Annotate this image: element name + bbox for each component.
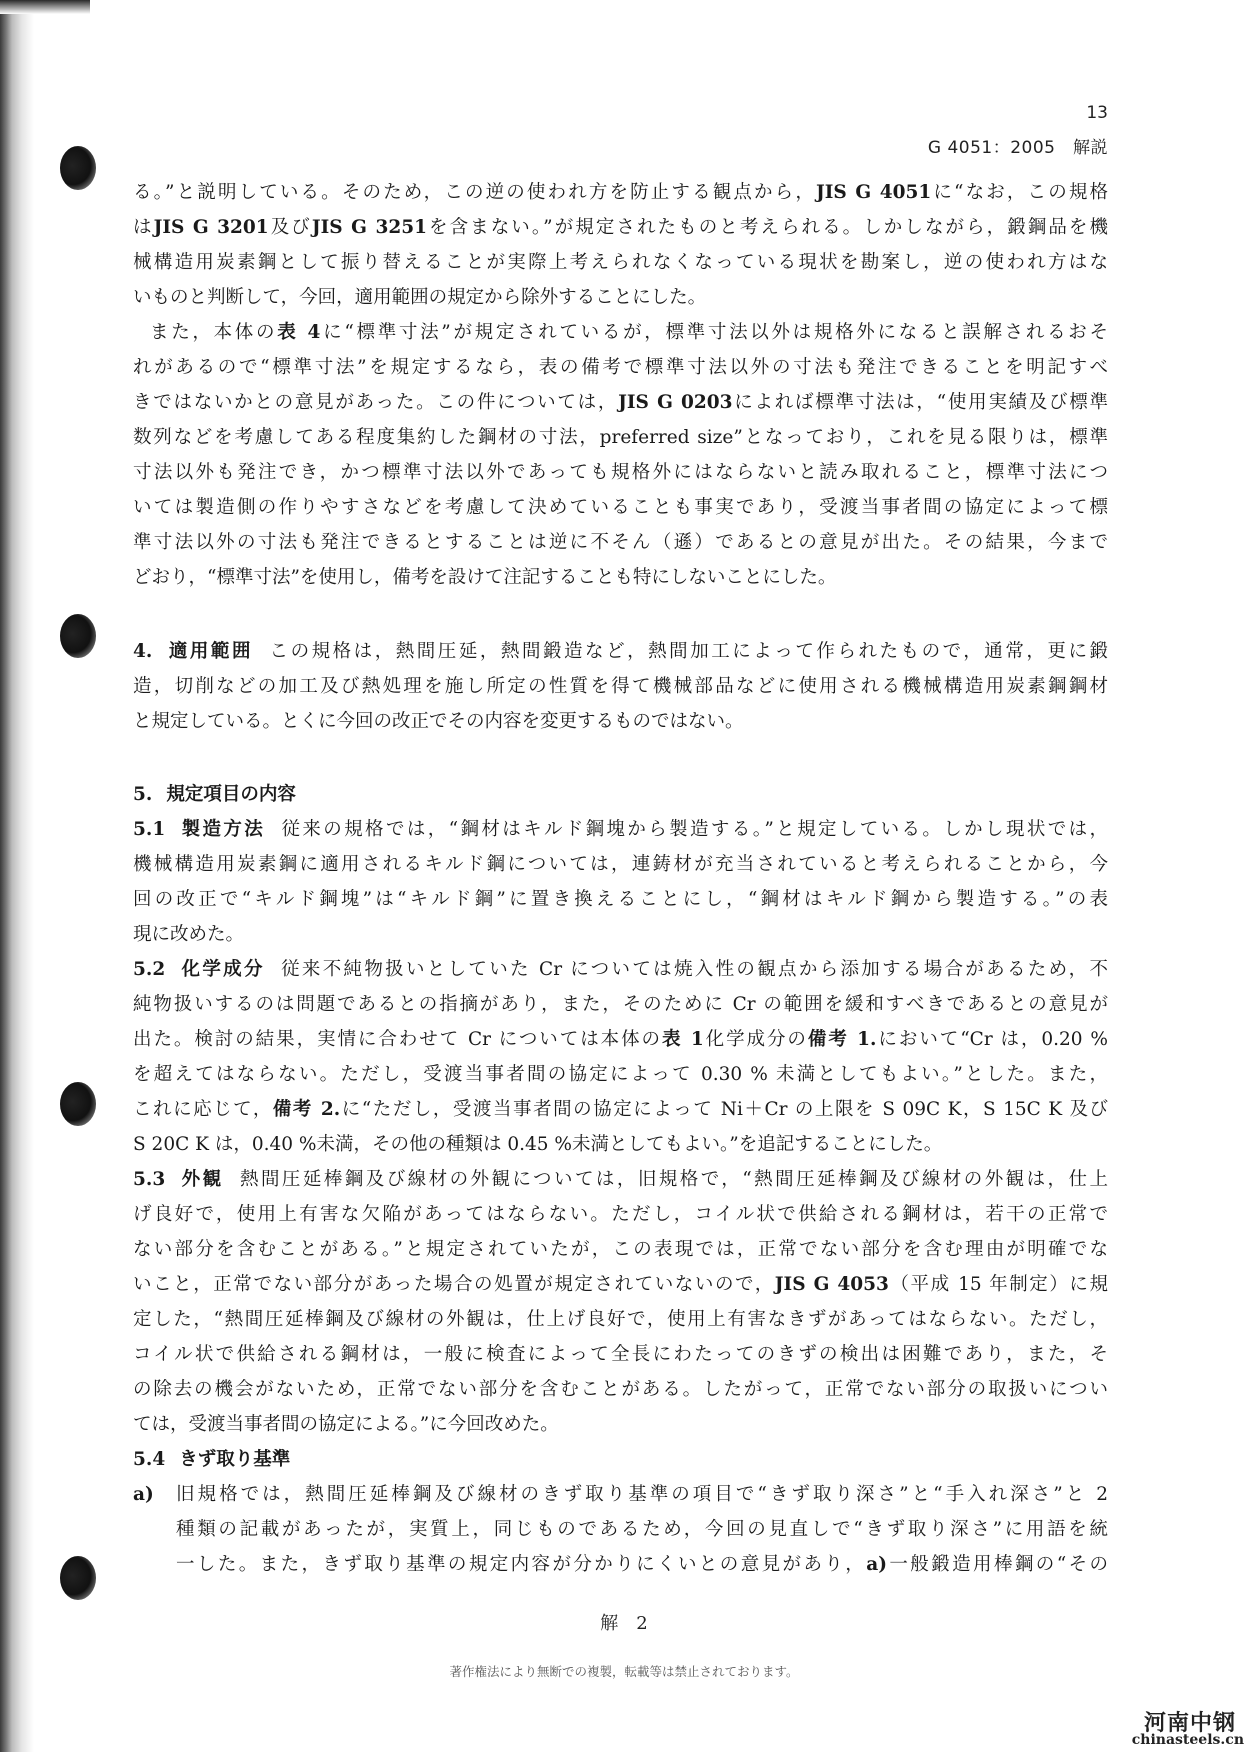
body-line: コイル状で供給される鋼材は，一般に検査によって全長にわたってのきずの検出は困難であり，また，そ xyxy=(133,1344,1108,1365)
footer-copyright: 著作権法により無断での複製，転載等は禁止されております。 xyxy=(449,1664,799,1679)
body-line: 回の改正で“キルド鋼塊”は“キルド鋼”に置き換えることにし，“鋼材はキルド鋼から製造する。”の表 xyxy=(133,889,1108,910)
body-line: げ良好で，使用上有害な欠陥があってはならない。ただし，コイル状で供給される鋼材は，若干の正常で xyxy=(133,1204,1108,1225)
item-ref: a) xyxy=(866,1554,887,1575)
subsection-title: 外観 xyxy=(179,1169,224,1190)
binding-edge-shadow xyxy=(0,0,34,1752)
body-line: 純物扱いするのは問題であるとの指摘があり，また，そのために Cr の範囲を緩和すべきであるとの意見が xyxy=(133,994,1108,1015)
subsection-number: 5.1 xyxy=(133,819,166,840)
list-item-line: 種類の記載があったが，実質上，同じものであるため，今回の見直しで“きず取り深さ”に用語を統 xyxy=(176,1519,1108,1540)
subsection-number: 5.4 xyxy=(133,1449,166,1470)
standard-ref: JIS G 3201 xyxy=(153,217,269,238)
list-item-line: 旧規格では，熱間圧延棒鋼及び線材のきず取り基準の項目で“きず取り深さ”と“手入れ深さ”と 2 xyxy=(176,1484,1108,1505)
body-line: きではないかとの意見があった。この件については，JIS G 0203によれば標準寸法は，“使用実績及び標準 xyxy=(133,392,1108,413)
punch-hole-4 xyxy=(60,1556,96,1600)
section-number: 4. xyxy=(133,641,153,662)
body-line: 数列などを考慮してある程度集約した鋼材の寸法，preferred size”となっており，これを見る限りは，標準 xyxy=(133,427,1108,448)
header-doc-code: G 4051：2005 解説 xyxy=(927,138,1108,158)
section-number: 5. xyxy=(133,784,153,805)
body-line: はJIS G 3201及びJIS G 3251を含まない。”が規定されたものと考えられる。しかしながら，鍛鋼品を機 xyxy=(133,217,1108,238)
body-line: の除去の機会がないため，正常でない部分を含むことがある。したがって，正常でない部分の取扱いについ xyxy=(133,1379,1108,1400)
subsection-number: 5.3 xyxy=(133,1169,166,1190)
body-line: 機械構造用炭素鋼に適用されるキルド鋼については，連鋳材が充当されていると考えられることから，今 xyxy=(133,854,1108,875)
body-line: いこと，正常でない部分があった場合の処置が規定されていないので，JIS G 4053（平成 15 年制定）に規 xyxy=(133,1274,1108,1295)
body-line: る。”と説明している。そのため，この逆の使われ方を防止する観点から，JIS G 4051に“なお，この規格 xyxy=(133,182,1108,203)
section-4-line: 4. 適用範囲 この規格は，熱間圧延，熱間鍛造など，熱間加工によって作られたもので，通常，更に鍛 xyxy=(133,641,1108,662)
body-line: 出た。検討の結果，実情に合わせて Cr については本体の表 1化学成分の備考 1.において“Cr は，0.20 % xyxy=(133,1029,1108,1050)
standard-ref: JIS G 0203 xyxy=(618,392,733,413)
body-line: 造，切削などの加工及び熱処理を施し所定の性質を得て機械部品などに使用される機械構造用炭素鋼鋼材 xyxy=(133,676,1108,697)
note-ref: 備考 1. xyxy=(807,1029,877,1050)
subsection-5-2-line: 5.2 化学成分 従来不純物扱いとしていた Cr については焼入性の観点から添加する場合があるため，不 xyxy=(133,959,1108,980)
note-ref: 備考 2. xyxy=(272,1099,341,1120)
body-line: いものと判断して，今回，適用範囲の規定から除外することにした。 xyxy=(133,287,707,308)
body-line: また，本体の表 4に“標準寸法”が規定されているが，標準寸法以外は規格外になると誤解されるおそ xyxy=(150,322,1108,343)
section-5-heading xyxy=(133,779,1108,811)
subsection-number: 5.2 xyxy=(133,959,166,980)
body-line: いては製造側の作りやすさなどを考慮して決めていることも事実であり，受渡当事者間の協定によって標 xyxy=(133,497,1108,518)
punch-hole-2 xyxy=(60,614,96,658)
standard-ref: JIS G 3251 xyxy=(311,217,427,238)
table-ref: 表 4 xyxy=(277,322,321,343)
body-line: れがあるので“標準寸法”を規定するなら，表の備考で標準寸法以外の寸法も発注できることを明記すべ xyxy=(133,357,1108,378)
punch-hole-1 xyxy=(60,146,96,190)
body-line: を超えてはならない。ただし，受渡当事者間の協定によって 0.30 % 未満としてもよい。”とした。また， xyxy=(133,1064,1108,1085)
subsection-title: 製造方法 xyxy=(179,819,266,840)
body-line: ては，受渡当事者間の協定による。”に今回改めた。 xyxy=(133,1414,559,1435)
watermark-logo-text: 河南中钢 xyxy=(1143,1711,1236,1736)
body-line: ない部分を含むことがある。”と規定されていたが，この表現では，正常でない部分を含む理由が明確でな xyxy=(133,1239,1108,1260)
subsection-title: きず取り基準 xyxy=(179,1449,291,1470)
standard-ref: JIS G 4051 xyxy=(815,182,932,203)
header-page-number: 13 xyxy=(1086,103,1108,123)
body-line: S 20C K は，0.40 %未満，その他の種類は 0.45 %未満としてもよい。”を追記することにした。 xyxy=(133,1134,943,1155)
body-line: これに応じて，備考 2.に“ただし，受渡当事者間の協定によって Ni＋Cr の上限を S 09C K，S 15C K 及び xyxy=(133,1099,1108,1120)
body-line: と規定している。とくに今回の改正でその内容を変更するものではない。 xyxy=(133,711,744,732)
punch-hole-3 xyxy=(60,1082,96,1126)
subsection-5-1-line: 5.1 製造方法 従来の規格では，“鋼材はキルド鋼塊から製造する。”と規定している。しかし現状では， xyxy=(133,819,1108,840)
body-line: 械構造用炭素鋼として振り替えることが実際上考えられなくなっている現状を勘案し，逆の使われ方はな xyxy=(133,252,1108,273)
subsection-title: 化学成分 xyxy=(179,959,265,980)
standard-ref: JIS G 4053 xyxy=(774,1274,889,1295)
list-item-line: 一した。また，きず取り基準の規定内容が分かりにくいとの意見があり，a)一般鍛造用棒鋼の“その xyxy=(176,1554,1108,1575)
footer-page-number: 解 2 xyxy=(600,1613,648,1634)
subsection-5-4-heading xyxy=(133,1444,1108,1476)
body-line: 寸法以外も発注でき，かつ標準寸法以外であっても規格外にはならないと読み取れること，標準寸法につ xyxy=(133,462,1108,483)
subsection-5-3-line: 5.3 外観 熱間圧延棒鋼及び線材の外観については，旧規格で，“熱間圧延棒鋼及び線材の外観は，仕上 xyxy=(133,1169,1108,1190)
list-item-label: a) xyxy=(133,1484,154,1505)
section-title: 適用範囲 xyxy=(166,641,253,662)
body-line: どおり，“標準寸法”を使用し，備考を設けて注記することも特にしないことにした。 xyxy=(133,567,837,588)
body-line: 準寸法以外の寸法も発注できるとすることは逆に不そん（遜）であるとの意見が出た。その結果，今まで xyxy=(133,532,1108,553)
section-title: 規定項目の内容 xyxy=(166,784,296,805)
watermark-url: chinasteels.cn xyxy=(1131,1732,1244,1748)
table-ref: 表 1 xyxy=(661,1029,704,1050)
body-line: 現に改めた。 xyxy=(133,924,245,945)
binding-top-shadow xyxy=(0,0,90,14)
body-line: 定した，“熱間圧延棒鋼及び線材の外観は，仕上げ良好で，使用上有害なきずがあってはならない。ただし， xyxy=(133,1309,1108,1330)
